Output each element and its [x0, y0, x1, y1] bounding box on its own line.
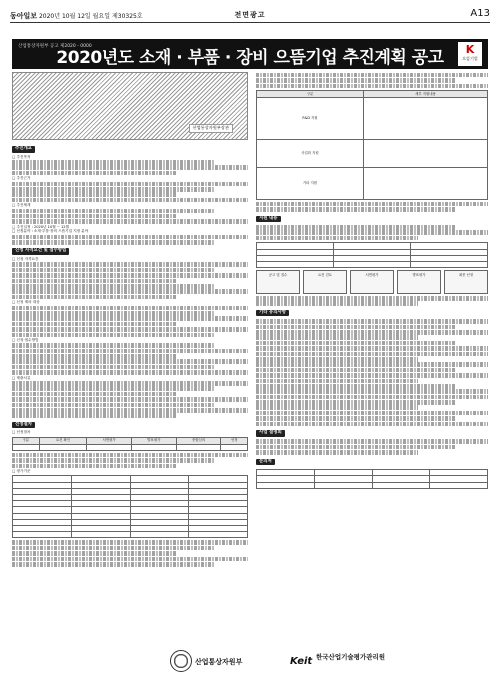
text-line: □ 선정절차: [12, 430, 31, 435]
text-line: □ 신청·접수방법: [12, 337, 39, 342]
text-line: □ 신청 자격요건: [12, 257, 39, 262]
section-heading-5: 기타 유의사항: [256, 310, 289, 317]
flow-step: 발표평가: [397, 270, 441, 294]
left-column: [12, 72, 248, 632]
notice-reference: 산업통상자원부 공고 제2020 - 0000: [18, 44, 92, 49]
section-heading-4: 지원 내용: [256, 216, 281, 223]
evaluation-table: [12, 475, 248, 538]
right-column: [256, 72, 488, 672]
table-cell: 사업화 지원: [257, 139, 364, 167]
keit-logo: Keit: [290, 656, 313, 667]
table-header: 세부 지원내용: [363, 91, 487, 98]
process-flow: [256, 270, 488, 294]
flow-step: 최종 선정: [444, 270, 488, 294]
support-detail-table: [256, 242, 488, 268]
section-label: 전면광고: [234, 11, 266, 19]
table-header: 구분: [13, 437, 40, 444]
text-line: □ 신청 제외 대상: [12, 300, 40, 305]
section-heading-7: 문의처: [256, 459, 275, 466]
logo-letter: K: [465, 43, 475, 56]
logo-text: 으뜸기업: [462, 56, 478, 61]
ministry-emblem-icon: [170, 650, 192, 672]
flow-step: 공고 및 접수: [256, 270, 300, 294]
text-line: □ 추진목적: [12, 154, 31, 159]
flow-step: 요건 검토: [303, 270, 347, 294]
paper-name: 동아일보: [10, 12, 38, 20]
text-line: □ 제출서류: [12, 375, 31, 380]
page-number: A13: [470, 8, 490, 19]
section-heading-2: 신청 자격요건 및 접수방법: [12, 248, 69, 255]
issue-number: 제30325호: [111, 13, 143, 20]
table-header: 발표평가: [131, 437, 176, 444]
text-line: □ 추진근거: [12, 176, 31, 181]
section-heading-1: 추진개요: [12, 146, 35, 153]
contact-table: [256, 469, 488, 489]
minister-stamp: 산업통상자원부장관: [189, 124, 233, 133]
table-header: 요건 확인: [39, 437, 87, 444]
issue-date: 2020년 10월 12일 월요일: [38, 13, 111, 20]
program-logo: [458, 42, 482, 66]
table-header: 구분: [257, 91, 364, 98]
table-header: 종합심의: [176, 437, 221, 444]
notice-title: 2020년도 소재 · 부품 · 장비 으뜸기업 추진계획 공고: [56, 48, 444, 68]
ministry-name: 산업통상자원부: [195, 658, 243, 666]
flow-step: 서면평가: [350, 270, 394, 294]
text-line: □ 추진일정 : 2020년 10월 ~ 12월: [12, 224, 70, 229]
intro-pattern-box: [12, 72, 248, 140]
section-heading-6: 사업 설명회: [256, 430, 285, 437]
text-line: □ 평가기준: [12, 468, 31, 473]
table-header: 선정: [221, 437, 248, 444]
selection-process-table: [12, 437, 248, 451]
table-header: 서면평가: [87, 437, 132, 444]
table-cell: 기타 지원: [257, 167, 364, 199]
text-line: □ 선정분야 : 소재·부품·장비 으뜸기업 지정 분야: [12, 229, 89, 234]
notice-banner: [12, 39, 488, 69]
page-header: [10, 8, 490, 23]
support-table: [256, 90, 488, 200]
section-heading-3: 선정절차: [12, 422, 35, 429]
agency-name: 한국산업기술평가관리원: [316, 653, 386, 661]
text-line: □ 추진체계: [12, 203, 31, 208]
table-cell: R&D 지원: [257, 97, 364, 139]
